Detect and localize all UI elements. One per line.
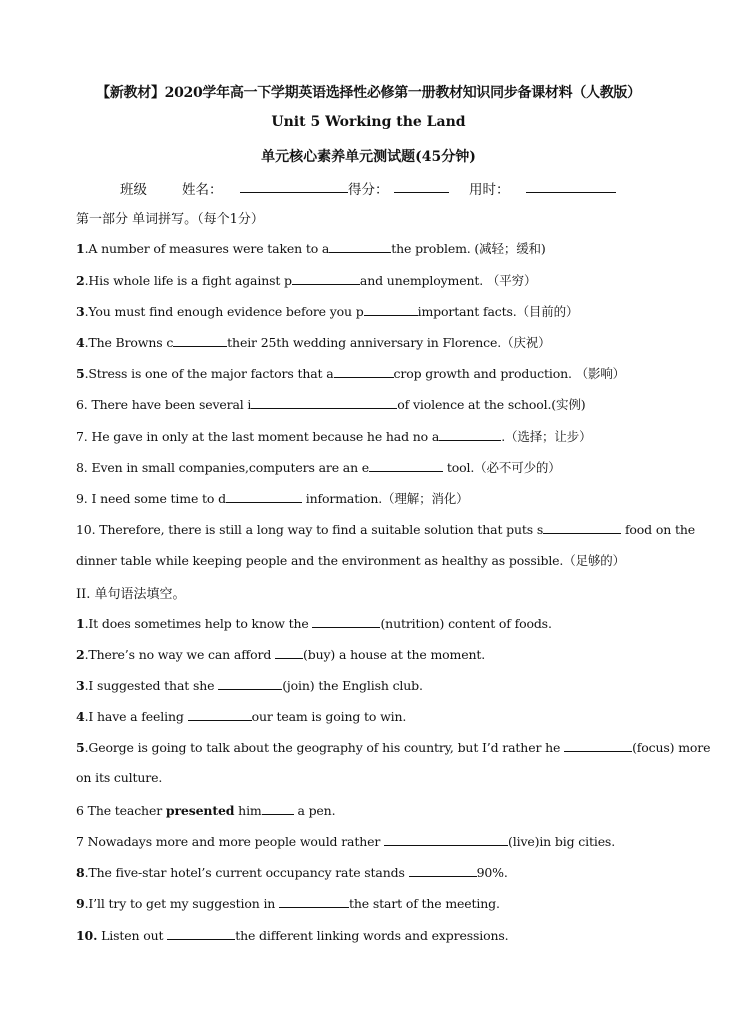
list-item: 3.I suggested that she (join) the English club. (76, 678, 423, 693)
answer-blank[interactable] (167, 926, 235, 940)
answer-blank[interactable] (543, 520, 621, 534)
part2-heading: II. 单句语法填空。 (76, 587, 186, 602)
unit-title: Unit 5 Working the Land (271, 114, 466, 130)
list-item: 10. Listen out the different linking words and expressions. (76, 928, 509, 943)
answer-blank[interactable] (292, 271, 360, 285)
name-label: 姓名： (182, 182, 223, 198)
list-item: 2.There’s no way we can afford (buy) a house at the moment. (76, 647, 486, 662)
list-item-continuation: on its culture. (76, 770, 163, 785)
list-item: 1.It does sometimes help to know the (nutrition) content of foods. (76, 616, 552, 631)
student-info-row (0, 178, 737, 198)
part1-heading: 第一部分 单词拼写。（每个1分） (76, 212, 264, 227)
list-item: 3.You must find enough evidence before you p important facts.（目前的） (76, 304, 579, 319)
time-label: 用时： (469, 182, 510, 198)
list-item: 2.His whole life is a fight against p and unemployment. （平穷） (76, 273, 537, 288)
answer-blank[interactable] (226, 489, 302, 503)
answer-blank[interactable] (384, 832, 508, 846)
list-item: 1.A number of measures were taken to a the problem. (减轻；缓和) (76, 241, 546, 256)
score-label: 得分： (348, 182, 389, 198)
list-item: 7 Nowadays more and more people would rather (live)in big cities. (76, 834, 616, 849)
answer-blank[interactable] (279, 894, 349, 908)
test-title: 单元核心素养单元测试题(45分钟) (261, 149, 476, 165)
list-item: 4.I have a feeling our team is going to win. (76, 709, 407, 724)
list-item: 6 The teacher presented him a pen. (76, 803, 336, 818)
list-item: 8.The five-star hotel’s current occupancy rate stands 90%. (76, 865, 508, 880)
list-item: 5.Stress is one of the major factors that a crop growth and production. （影响） (76, 366, 626, 381)
list-item: 5.George is going to talk about the geography of his country, but I’d rather he (focus) more (76, 740, 711, 755)
answer-blank[interactable] (364, 302, 418, 316)
answer-blank[interactable] (173, 333, 227, 347)
answer-blank[interactable] (439, 427, 501, 441)
document-title: 【新教材】2020学年高一下学期英语选择性必修第一册教材知识同步备课材料（人教版） (96, 85, 641, 101)
list-item: 4.The Browns c their 25th wedding anniversary in Florence.（庆祝） (76, 335, 551, 350)
answer-blank[interactable] (188, 707, 252, 721)
answer-blank[interactable] (275, 645, 303, 659)
answer-blank[interactable] (564, 738, 632, 752)
answer-blank[interactable] (334, 364, 394, 378)
list-item: 9. I need some time to d information.（理解；消化） (76, 491, 469, 506)
answer-blank[interactable] (409, 863, 477, 877)
list-item: 10. Therefore, there is still a long way to find a suitable solution that puts s food on the (76, 522, 695, 537)
list-item: 9.I’ll try to get my suggestion in the start of the meeting. (76, 896, 500, 911)
answer-blank[interactable] (251, 395, 397, 409)
class-label: 班级 (120, 182, 147, 198)
answer-blank[interactable] (369, 458, 443, 472)
list-item: 8. Even in small companies,computers are an e tool.（必不可少的） (76, 460, 561, 475)
answer-blank[interactable] (262, 801, 294, 815)
list-item: 6. There have been several i of violence at the school.(实例) (76, 397, 586, 412)
answer-blank[interactable] (329, 239, 391, 253)
list-item-continuation: dinner table while keeping people and the environment as healthy as possible.（足够的） (76, 553, 625, 568)
answer-blank[interactable] (312, 614, 380, 628)
list-item: 7. He gave in only at the last moment because he had no a .（选择；让步） (76, 429, 592, 444)
answer-blank[interactable] (218, 676, 282, 690)
